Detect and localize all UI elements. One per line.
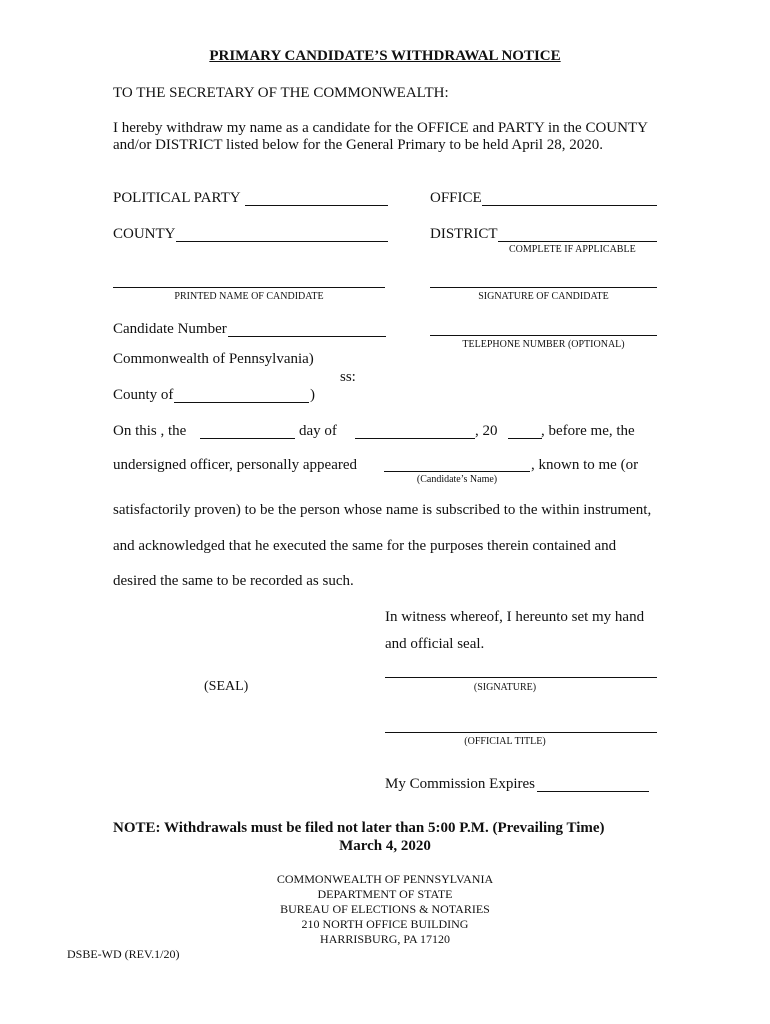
district-field[interactable] bbox=[498, 241, 657, 242]
notary-line1-before: , before me, the bbox=[541, 423, 635, 439]
year-field[interactable] bbox=[508, 438, 542, 439]
candidate-signature-label: SIGNATURE OF CANDIDATE bbox=[478, 291, 609, 302]
printed-name-field[interactable] bbox=[113, 287, 385, 288]
witness-line2: and official seal. bbox=[385, 636, 485, 652]
commission-expires-field[interactable] bbox=[537, 791, 649, 792]
seal-label: (SEAL) bbox=[204, 679, 249, 694]
notary-signature-label: (SIGNATURE) bbox=[473, 682, 537, 693]
address-line: BUREAU OF ELECTIONS & NOTARIES bbox=[280, 902, 490, 916]
county-of-paren: ) bbox=[310, 387, 315, 403]
commonwealth-venue: Commonwealth of Pennsylvania) bbox=[113, 351, 314, 367]
telephone-field[interactable] bbox=[430, 335, 657, 336]
candidate-signature-field[interactable] bbox=[430, 287, 657, 288]
intro-line-1: I hereby withdraw my name as a candidate for the OFFICE and PARTY in the COUNTY bbox=[113, 120, 648, 136]
district-label: DISTRICT bbox=[430, 226, 498, 242]
notary-line5: desired the same to be recorded as such. bbox=[113, 573, 354, 589]
notary-line3: satisfactorily proven) to be the person whose name is subscribed to the within instrument, bbox=[113, 502, 652, 518]
office-label: OFFICE bbox=[430, 190, 482, 206]
form-id: DSBE-WD (REV.1/20) bbox=[67, 947, 180, 961]
notary-line2-b: , known to me (or bbox=[531, 457, 639, 473]
day-field[interactable] bbox=[200, 438, 295, 439]
note-line-2: March 4, 2020 bbox=[339, 838, 431, 854]
complete-if-applicable: COMPLETE IF APPLICABLE bbox=[509, 244, 636, 255]
witness-line1: In witness whereof, I hereunto set my hand bbox=[385, 609, 645, 625]
political-party-field[interactable] bbox=[245, 205, 388, 206]
intro-line-2: and/or DISTRICT listed below for the General Primary to be held April 28, 2020. bbox=[113, 137, 604, 153]
note-line-1: NOTE: Withdrawals must be filed not later than 5:00 P.M. (Prevailing Time) bbox=[113, 820, 605, 836]
notary-signature-field[interactable] bbox=[385, 677, 657, 678]
address-block bbox=[0, 872, 770, 947]
salutation: TO THE SECRETARY OF THE COMMONWEALTH: bbox=[113, 85, 449, 101]
candidates-name-label: (Candidate’s Name) bbox=[416, 474, 498, 485]
official-title-label: (OFFICIAL TITLE) bbox=[464, 736, 546, 747]
commission-label: My Commission Expires bbox=[385, 776, 536, 792]
address-line: DEPARTMENT OF STATE bbox=[317, 887, 453, 901]
ss-label: ss: bbox=[340, 369, 356, 385]
printed-name-label: PRINTED NAME OF CANDIDATE bbox=[174, 291, 324, 302]
page-title: PRIMARY CANDIDATE’S WITHDRAWAL NOTICE bbox=[209, 48, 561, 64]
notary-line4: and acknowledged that he executed the same for the purposes therein contained and bbox=[113, 538, 617, 554]
candidate-number-label: Candidate Number bbox=[113, 321, 227, 337]
office-field[interactable] bbox=[482, 205, 657, 206]
address-line: COMMONWEALTH OF PENNSYLVANIA bbox=[276, 872, 494, 886]
county-field[interactable] bbox=[176, 241, 388, 242]
candidate-name-field[interactable] bbox=[384, 471, 530, 472]
notary-line1-on: On this , the bbox=[113, 423, 187, 439]
address-line: 210 NORTH OFFICE BUILDING bbox=[301, 917, 469, 931]
political-party-label: POLITICAL PARTY bbox=[113, 190, 241, 206]
county-label: COUNTY bbox=[113, 226, 176, 242]
notary-line1-day: day of bbox=[299, 423, 337, 439]
official-title-field[interactable] bbox=[385, 732, 657, 733]
month-field[interactable] bbox=[355, 438, 475, 439]
notary-line2-a: undersigned officer, personally appeared bbox=[113, 457, 358, 473]
telephone-label: TELEPHONE NUMBER (OPTIONAL) bbox=[462, 339, 625, 350]
address-line: HARRISBURG, PA 17120 bbox=[320, 932, 450, 946]
county-of-label: County of bbox=[113, 387, 174, 403]
notary-line1-20: , 20 bbox=[475, 423, 498, 439]
county-of-field[interactable] bbox=[174, 402, 309, 403]
candidate-number-field[interactable] bbox=[228, 336, 386, 337]
